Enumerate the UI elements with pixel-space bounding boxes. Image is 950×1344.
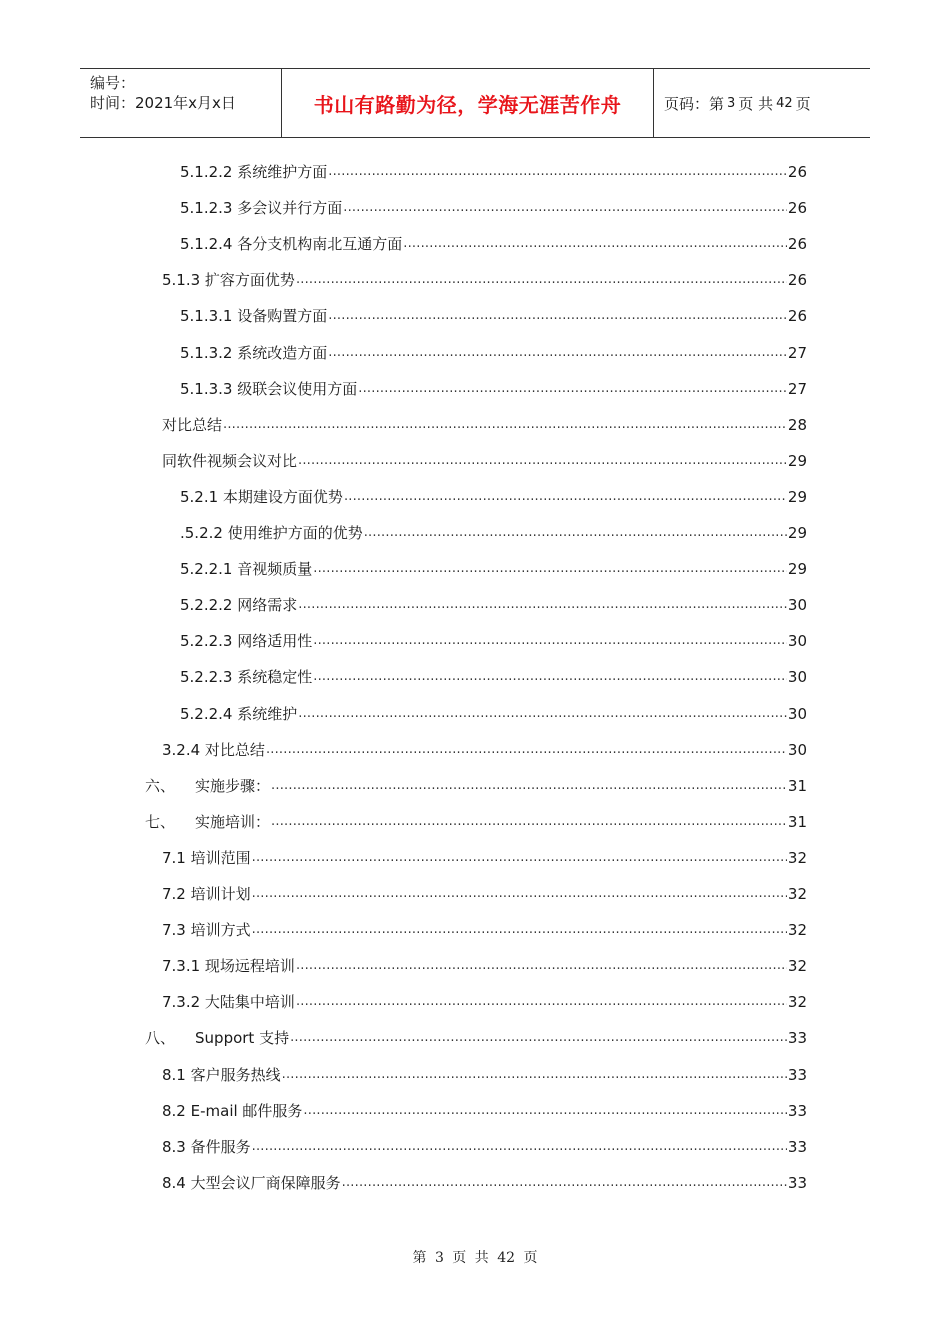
toc-entry-text: 8.4 大型会议厂商保障服务 <box>162 1174 341 1192</box>
toc-entry-label <box>162 415 222 435</box>
toc-dot-leader <box>290 1028 787 1048</box>
toc-entry-text: 5.1.2.4 各分支机构南北互通方面 <box>180 235 403 253</box>
toc-entry-page: 33 <box>787 1066 807 1084</box>
toc-entry-page: 33 <box>787 1102 807 1120</box>
toc-entry-text: 5.1.2.3 多会议并行方面 <box>180 199 343 217</box>
toc-entry-label <box>162 1065 281 1085</box>
toc-entry-page: 30 <box>787 705 807 723</box>
toc-entry[interactable] <box>180 557 807 579</box>
toc-entry-label <box>145 812 270 832</box>
toc-entry-page: 29 <box>787 560 807 578</box>
toc-dot-leader <box>296 270 787 290</box>
toc-entry[interactable] <box>162 738 807 760</box>
toc-entry-page: 32 <box>787 885 807 903</box>
toc-entry-text: 5.2.2.3 网络适用性 <box>180 632 313 650</box>
toc-dot-leader <box>252 848 787 868</box>
toc-entry-label <box>180 343 327 363</box>
toc-entry-number: 六、 <box>145 777 176 795</box>
toc-entry-text: .5.2.2 使用维护方面的优势 <box>180 524 363 542</box>
toc-dot-leader <box>303 1101 786 1121</box>
toc-entry-label <box>162 740 265 760</box>
toc-entry[interactable] <box>180 702 807 724</box>
toc-entry[interactable] <box>180 196 807 218</box>
toc-dot-leader <box>298 704 787 724</box>
toc-entry-label <box>162 270 295 290</box>
toc-dot-leader <box>252 884 787 904</box>
toc-dot-leader <box>328 343 787 363</box>
toc-entry-label <box>162 920 251 940</box>
toc-entry-text: 5.1.3.2 系统改造方面 <box>180 344 328 362</box>
toc-entry[interactable] <box>162 882 807 904</box>
toc-entry-text: 实施培训： <box>195 813 271 831</box>
toc-entry-page: 26 <box>787 271 807 289</box>
toc-entry-label <box>145 1028 289 1048</box>
toc-entry[interactable] <box>162 413 807 435</box>
toc-entry-label <box>180 198 342 218</box>
toc-entry-label <box>180 306 327 326</box>
page-footer: 第 3 页 共 42 页 <box>412 1250 538 1266</box>
toc-entry[interactable] <box>180 629 807 651</box>
toc-entry-text: 7.1 培训范围 <box>162 849 251 867</box>
page-total: 42 <box>776 95 793 111</box>
toc-entry-page: 26 <box>787 163 807 181</box>
toc-entry[interactable] <box>180 593 807 615</box>
toc-entry-text: 8.2 E-mail 邮件服务 <box>162 1102 303 1120</box>
toc-entry-label <box>180 667 312 687</box>
toc-dot-leader <box>342 1173 787 1193</box>
toc-entry-page: 27 <box>787 380 807 398</box>
toc-entry[interactable] <box>180 304 807 326</box>
toc-entry-text: 5.2.1 本期建设方面优势 <box>180 488 343 506</box>
toc-entry-page: 32 <box>787 993 807 1011</box>
toc-entry[interactable] <box>180 485 807 507</box>
toc-entry-text: 对比总结 <box>162 416 223 434</box>
toc-entry-label <box>180 595 297 615</box>
page-middle: 页 共 <box>738 94 774 113</box>
toc-dot-leader <box>298 451 787 471</box>
toc-dot-leader <box>313 631 787 651</box>
toc-dot-leader <box>358 379 787 399</box>
toc-dot-leader <box>296 992 787 1012</box>
toc-entry-page: 33 <box>787 1174 807 1192</box>
toc-entry-text: 5.1.3 扩容方面优势 <box>162 271 295 289</box>
toc-entry-page: 30 <box>787 632 807 650</box>
toc-entry[interactable] <box>162 268 807 290</box>
toc-entry-page: 29 <box>787 488 807 506</box>
toc-entry-text: 8.1 客户服务热线 <box>162 1066 281 1084</box>
toc-entry-text: 7.3.2 大陆集中培训 <box>162 993 295 1011</box>
toc-entry-page: 30 <box>787 668 807 686</box>
toc-entry-text: 7.3.1 现场远程培训 <box>162 957 295 975</box>
toc-entry-page: 29 <box>787 524 807 542</box>
toc-dot-leader <box>296 956 787 976</box>
page-current: 3 <box>727 95 736 111</box>
toc-entry-label <box>180 523 363 543</box>
toc-entry[interactable] <box>180 521 807 543</box>
toc-entry-page: 30 <box>787 596 807 614</box>
toc-dot-leader <box>252 1137 787 1157</box>
toc-entry-page: 28 <box>787 416 807 434</box>
toc-entry-text: 5.2.2.2 网络需求 <box>180 596 298 614</box>
toc-dot-leader <box>343 198 787 218</box>
toc-entry-page: 32 <box>787 957 807 975</box>
toc-entry-label <box>162 451 297 471</box>
toc-dot-leader <box>282 1065 787 1085</box>
toc-entry-number: 八、 <box>145 1029 176 1047</box>
toc-dot-leader <box>328 306 787 326</box>
page-prefix: 页码：第 <box>664 94 725 113</box>
toc-entry-text: 5.1.3.3 级联会议使用方面 <box>180 380 358 398</box>
toc-entry[interactable] <box>162 1099 807 1121</box>
toc-entry[interactable] <box>162 1171 807 1193</box>
toc-entry[interactable] <box>162 1063 807 1085</box>
toc-entry-text: 5.1.2.2 系统维护方面 <box>180 163 328 181</box>
toc-entry[interactable] <box>180 665 807 687</box>
toc-entry-label <box>180 631 312 651</box>
toc-entry-label <box>162 884 251 904</box>
toc-entry-text: 5.1.3.1 设备购置方面 <box>180 307 328 325</box>
toc-entry-page: 27 <box>787 344 807 362</box>
toc-entry-text: 5.2.2.4 系统维护 <box>180 705 298 723</box>
toc-entry-number: 七、 <box>145 813 176 831</box>
toc-entry[interactable] <box>162 449 807 471</box>
toc-entry-page: 31 <box>787 777 807 795</box>
toc-entry-page: 33 <box>787 1138 807 1156</box>
toc-dot-leader <box>344 487 787 507</box>
toc-entry-label <box>162 956 295 976</box>
toc-entry-text: 实施步骤： <box>195 777 271 795</box>
toc-entry-label <box>145 776 270 796</box>
header-meta <box>80 69 282 137</box>
toc-entry[interactable] <box>180 341 807 363</box>
toc-entry-page: 26 <box>787 199 807 217</box>
toc-entry-text: Support 支持 <box>195 1029 290 1047</box>
toc-entry-page: 32 <box>787 849 807 867</box>
toc-entry[interactable] <box>180 160 807 182</box>
toc-entry-page: 26 <box>787 235 807 253</box>
toc-entry-label <box>162 1137 251 1157</box>
toc-entry-text: 7.2 培训计划 <box>162 885 251 903</box>
date-label: 时间：2021年x月x日 <box>90 94 236 112</box>
toc-entry[interactable] <box>162 954 807 976</box>
toc-entry-page: 30 <box>787 741 807 759</box>
toc-dot-leader <box>266 740 787 760</box>
toc-entry[interactable] <box>180 377 807 399</box>
toc-entry-label <box>180 559 312 579</box>
toc-entry[interactable] <box>162 1135 807 1157</box>
toc-entry-text: 8.3 备件服务 <box>162 1138 251 1156</box>
toc-entry-text: 同软件视频会议对比 <box>162 452 298 470</box>
toc-entry-label <box>180 379 357 399</box>
toc-entry[interactable] <box>145 810 807 832</box>
toc-entry-label <box>180 162 327 182</box>
toc-dot-leader <box>271 776 787 796</box>
toc-entry[interactable] <box>162 990 807 1012</box>
toc-entry-text: 3.2.4 对比总结 <box>162 741 265 759</box>
toc-dot-leader <box>364 523 787 543</box>
toc-entry[interactable] <box>180 232 807 254</box>
toc-entry-page: 32 <box>787 921 807 939</box>
toc-dot-leader <box>298 595 787 615</box>
toc-entry[interactable] <box>145 1026 807 1048</box>
toc-entry-label <box>162 992 295 1012</box>
toc-entry-page: 26 <box>787 307 807 325</box>
toc-entry[interactable] <box>162 846 807 868</box>
toc-entry-label <box>180 234 402 254</box>
toc-entry-label <box>162 1173 341 1193</box>
header-motto: 书山有路勤为径，学海无涯苦作舟 <box>282 69 654 137</box>
toc-dot-leader <box>252 920 787 940</box>
toc-entry-label <box>162 1101 302 1121</box>
toc-entry[interactable] <box>162 918 807 940</box>
toc-entry-page: 31 <box>787 813 807 831</box>
toc-entry[interactable] <box>145 774 807 796</box>
toc-entry-page: 29 <box>787 452 807 470</box>
toc-entry-label <box>162 848 251 868</box>
page-suffix: 页 <box>795 94 811 113</box>
toc-dot-leader <box>403 234 787 254</box>
toc-entry-text: 7.3 培训方式 <box>162 921 251 939</box>
serial-label: 编号： <box>90 74 136 92</box>
toc-entry-text: 5.2.2.1 音视频质量 <box>180 560 313 578</box>
toc-dot-leader <box>271 812 787 832</box>
header-page-info <box>654 69 870 137</box>
toc-dot-leader <box>328 162 787 182</box>
toc-entry-text: 5.2.2.3 系统稳定性 <box>180 668 313 686</box>
toc-dot-leader <box>313 667 787 687</box>
toc-dot-leader <box>313 559 787 579</box>
toc-entry-label <box>180 487 343 507</box>
toc-entry-page: 33 <box>787 1029 807 1047</box>
page-header <box>80 68 870 138</box>
toc-entry-label <box>180 704 297 724</box>
toc-dot-leader <box>223 415 787 435</box>
